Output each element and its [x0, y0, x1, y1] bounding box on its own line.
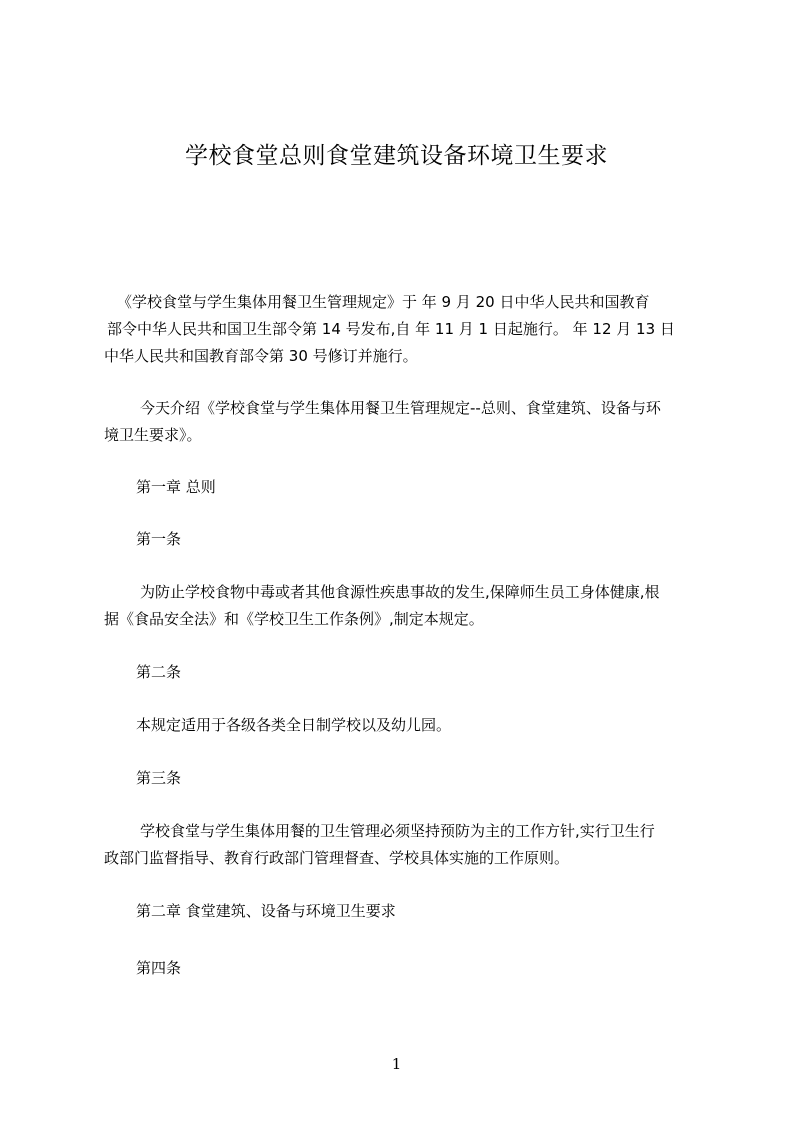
- document-title: 学校食堂总则食堂建筑设备环境卫生要求: [185, 143, 608, 169]
- today-line-2: 境卫生要求》。: [104, 426, 202, 444]
- article3-line-1: 学校食堂与学生集体用餐的卫生管理必须坚持预防为主的工作方针,实行卫生行: [140, 822, 655, 840]
- article4-heading: 第四条: [136, 959, 182, 977]
- article1-heading: 第一条: [136, 530, 182, 548]
- intro-line-2: 部令中华人民共和国卫生部令第 14 号发布,自 年 11 月 1 日起施行。 年 12 月 13 日: [107, 320, 675, 338]
- chapter1-heading: 第一章 总则: [136, 478, 216, 496]
- page-number: 1: [391, 1055, 402, 1073]
- article3-heading: 第三条: [136, 769, 182, 787]
- article2-body: 本规定适用于各级各类全日制学校以及幼儿园。: [136, 716, 452, 734]
- intro-line-3: 中华人民共和国教育部令第 30 号修订并施行。: [104, 347, 418, 365]
- article1-body: [104, 579, 704, 633]
- today-line-1: 今天介绍《学校食堂与学生集体用餐卫生管理规定--总则、食堂建筑、设备与环: [140, 399, 661, 417]
- article3-body: [104, 818, 704, 872]
- intro-line-1: 《学校食堂与学生集体用餐卫生管理规定》于 年 9 月 20 日中华人民共和国教育: [117, 293, 650, 311]
- chapter2-heading: 第二章 食堂建筑、设备与环境卫生要求: [136, 902, 396, 920]
- intro-paragraph: [104, 289, 704, 370]
- today-paragraph: [104, 395, 704, 449]
- article1-line-2: 据《食品安全法》和《学校卫生工作条例》,制定本规定。: [104, 610, 484, 628]
- article3-line-2: 政部门监督指导、教育行政部门管理督查、学校具体实施的工作原则。: [104, 849, 570, 867]
- article1-line-1: 为防止学校食物中毒或者其他食源性疾患事故的发生,保障师生员工身体健康,根: [140, 583, 660, 601]
- article2-heading: 第二条: [136, 663, 182, 681]
